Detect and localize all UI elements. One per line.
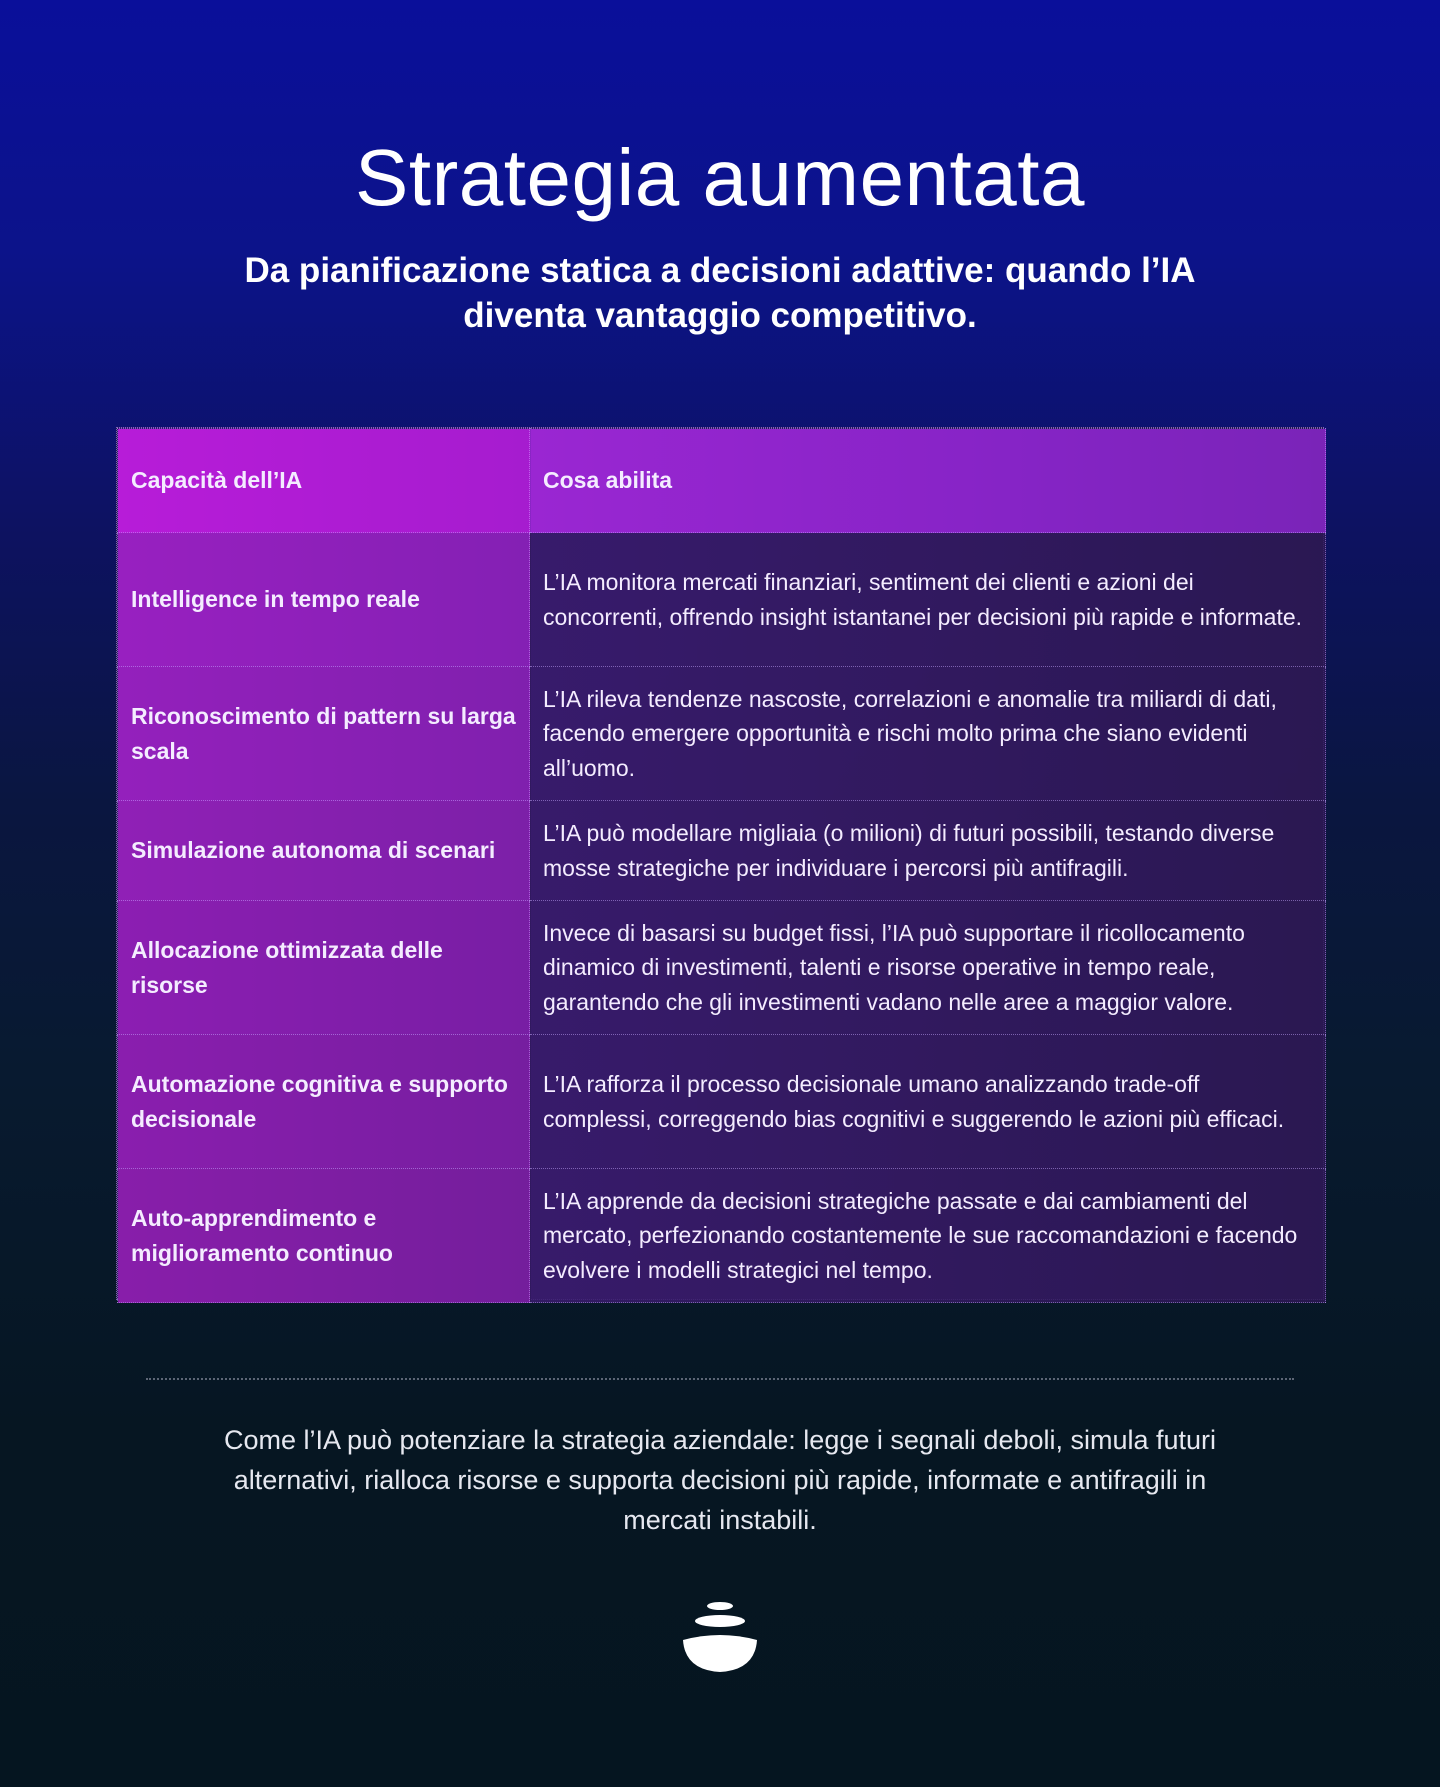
footer-caption: Come l’IA può potenziare la strategia aziendale: legge i segnali deboli, simula futuri alternativi, rialloca risorse e supporta decisioni più rapide, informate e antifragili in mercati instabili. bbox=[223, 1425, 1217, 1535]
enables-cell: Invece di basarsi su budget fissi, l’IA può supportare il ricollocamento dinamico di investimenti, talenti e risorse operative in tempo reale, garantendo che gli investimenti vadano nelle aree a maggior valore. bbox=[530, 901, 1326, 1035]
enables-cell: L’IA monitora mercati finanziari, sentiment dei clienti e azioni dei concorrenti, offrendo insight istantanei per decisioni più rapide e informate. bbox=[530, 533, 1326, 667]
enables-cell: L’IA apprende da decisioni strategiche passate e dai cambiamenti del mercato, perfezionando costantemente le sue raccomandazioni e facendo evolvere i modelli strategici nel tempo. bbox=[530, 1169, 1326, 1303]
table-row bbox=[118, 901, 1326, 1035]
section-divider bbox=[146, 1378, 1294, 1380]
page-subtitle: Da pianificazione statica a decisioni adattive: quando l’IA diventa vantaggio competitivo. bbox=[244, 251, 1196, 335]
stacked-stones-logo-icon bbox=[681, 1600, 759, 1672]
table-header-row bbox=[118, 429, 1326, 533]
capabilities-table bbox=[116, 427, 1324, 1300]
capability-cell: Automazione cognitiva e supporto decisionale bbox=[118, 1035, 530, 1169]
page-title: Strategia aumentata bbox=[355, 133, 1085, 222]
column-header-capability: Capacità dell’IA bbox=[118, 429, 530, 533]
table-row bbox=[118, 1035, 1326, 1169]
table-row bbox=[118, 667, 1326, 801]
capability-cell: Riconoscimento di pattern su larga scala bbox=[118, 667, 530, 801]
enables-cell: L’IA può modellare migliaia (o milioni) di futuri possibili, testando diverse mosse strategiche per individuare i percorsi più antifragili. bbox=[530, 801, 1326, 901]
capability-cell: Intelligence in tempo reale bbox=[118, 533, 530, 667]
capability-cell: Simulazione autonoma di scenari bbox=[118, 801, 530, 901]
column-header-enables: Cosa abilita bbox=[530, 429, 1326, 533]
capability-cell: Auto-apprendimento e miglioramento continuo bbox=[118, 1169, 530, 1303]
table-row bbox=[118, 801, 1326, 901]
table-row bbox=[118, 533, 1326, 667]
table-row bbox=[118, 1169, 1326, 1303]
enables-cell: L’IA rileva tendenze nascoste, correlazioni e anomalie tra miliardi di dati, facendo emergere opportunità e rischi molto prima che siano evidenti all’uomo. bbox=[530, 667, 1326, 801]
enables-cell: L’IA rafforza il processo decisionale umano analizzando trade-off complessi, correggendo bias cognitivi e suggerendo le azioni più efficaci. bbox=[530, 1035, 1326, 1169]
capability-cell: Allocazione ottimizzata delle risorse bbox=[118, 901, 530, 1035]
